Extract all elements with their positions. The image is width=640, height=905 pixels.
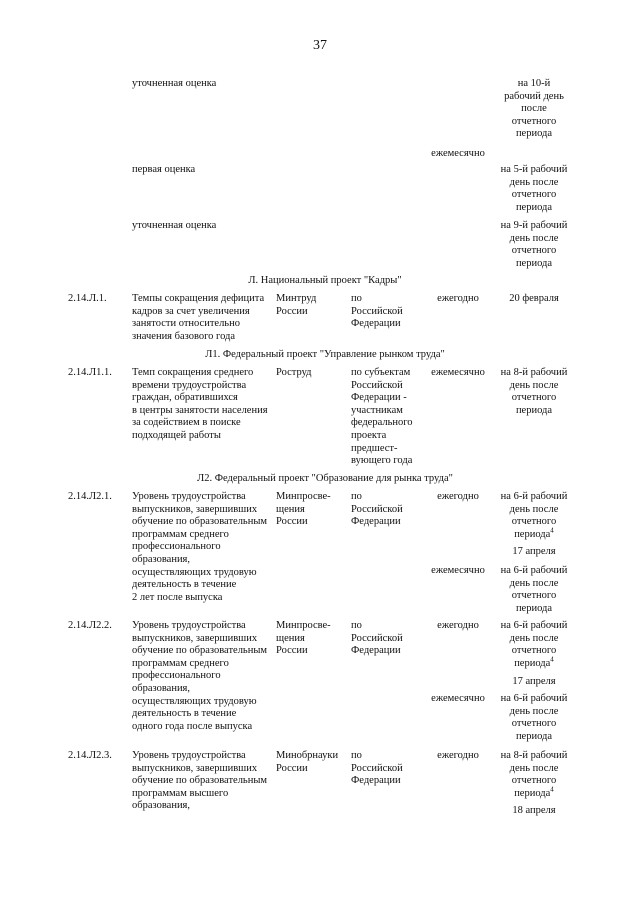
- row-responsible: Минтруд России: [276, 293, 317, 317]
- row-level: по Российской Федерации: [351, 750, 403, 787]
- row-term-block: [495, 620, 573, 670]
- row-level: по субъектам Российской Федерации - участникам федерального проекта предшест- вующего года: [351, 367, 413, 467]
- continued-indicator-refined-estimate: уточненная оценка: [132, 78, 217, 89]
- row-term: на 6-й рабочий день после отчетного периода: [500, 620, 568, 669]
- footnote-marker: 4: [550, 655, 554, 664]
- row-level: по Российской Федерации: [351, 620, 403, 657]
- row-term-extra: 17 апреля: [512, 676, 556, 687]
- section-heading-federal-project-education: Л2. Федеральный проект "Образование для рынка труда": [197, 473, 453, 484]
- row-term-secondary: на 6-й рабочий день после отчетного периода: [500, 565, 568, 614]
- row-number: 2.14.Л2.3.: [68, 750, 112, 761]
- row-level: по Российской Федерации: [351, 491, 403, 528]
- continued-term-refined-estimate: на 9-й рабочий день после отчетного периода: [500, 220, 568, 269]
- row-number: 2.14.Л2.2.: [68, 620, 112, 631]
- continued-frequency: ежемесячно: [431, 148, 485, 159]
- row-frequency: ежегодно: [437, 750, 479, 761]
- footnote-marker: 4: [550, 526, 554, 535]
- row-indicator: Уровень трудоустройства выпускников, завершивших обучение по образовательным программам среднего профессионального образования, осуществляющих трудовую деятельность в течение 2 лет после выпуска: [132, 491, 268, 603]
- row-term: на 8-й рабочий день после отчетного периода: [500, 750, 568, 799]
- row-term-extra: 18 апреля: [512, 805, 556, 816]
- row-responsible: Роструд: [276, 367, 312, 378]
- section-heading-federal-project-labor-market: Л1. Федеральный проект "Управление рынком труда": [205, 349, 445, 360]
- row-number: 2.14.Л.1.: [68, 293, 107, 304]
- row-responsible: Минпросве- щения России: [276, 620, 331, 657]
- row-indicator: Темп сокращения среднего времени трудоустройства граждан, обратившихся в центры занятости населения за содействием в поиске подходящей работы: [132, 367, 268, 441]
- row-term-secondary: на 6-й рабочий день после отчетного периода: [500, 693, 568, 742]
- row-term: на 8-й рабочий день после отчетного периода: [500, 367, 568, 416]
- row-indicator: Уровень трудоустройства выпускников, завершивших обучение по образовательным программам среднего профессионального образования, осуществляющих трудовую деятельность в течение одного года после выпуска: [132, 620, 268, 732]
- row-term: на 6-й рабочий день после отчетного периода: [500, 491, 568, 540]
- row-level: по Российской Федерации: [351, 293, 403, 330]
- row-frequency: ежегодно: [437, 293, 479, 304]
- continued-indicator-refined-estimate-2: уточненная оценка: [132, 220, 217, 231]
- row-frequency: ежегодно: [437, 620, 479, 631]
- section-heading-national-project-kadry: Л. Национальный проект "Кадры": [248, 275, 402, 286]
- row-number: 2.14.Л1.1.: [68, 367, 112, 378]
- row-frequency-secondary: ежемесячно: [431, 693, 485, 704]
- row-responsible: Минобрнауки России: [276, 750, 339, 774]
- continued-term-first-estimate: на 5-й рабочий день после отчетного периода: [500, 164, 568, 213]
- row-indicator: Темпы сокращения дефицита кадров за счет увеличения занятости относительно значения базового года: [132, 293, 265, 342]
- footnote-marker: 4: [550, 785, 554, 794]
- row-frequency-secondary: ежемесячно: [431, 565, 485, 576]
- row-term-extra: 17 апреля: [512, 546, 556, 557]
- row-number: 2.14.Л2.1.: [68, 491, 112, 502]
- row-frequency: ежемесячно: [431, 367, 485, 378]
- row-term: 20 февраля: [509, 293, 559, 304]
- page-number: 37: [313, 38, 327, 53]
- continued-indicator-first-estimate: первая оценка: [132, 164, 196, 175]
- row-responsible: Минпросве- щения России: [276, 491, 331, 528]
- row-frequency: ежегодно: [437, 491, 479, 502]
- row-term-block: [495, 750, 573, 800]
- row-term-block: [495, 491, 573, 541]
- row-indicator: Уровень трудоустройства выпускников, завершивших обучение по образовательным программам высшего образования,: [132, 750, 268, 812]
- continued-term: на 10-й рабочий день после отчетного периода: [504, 78, 564, 140]
